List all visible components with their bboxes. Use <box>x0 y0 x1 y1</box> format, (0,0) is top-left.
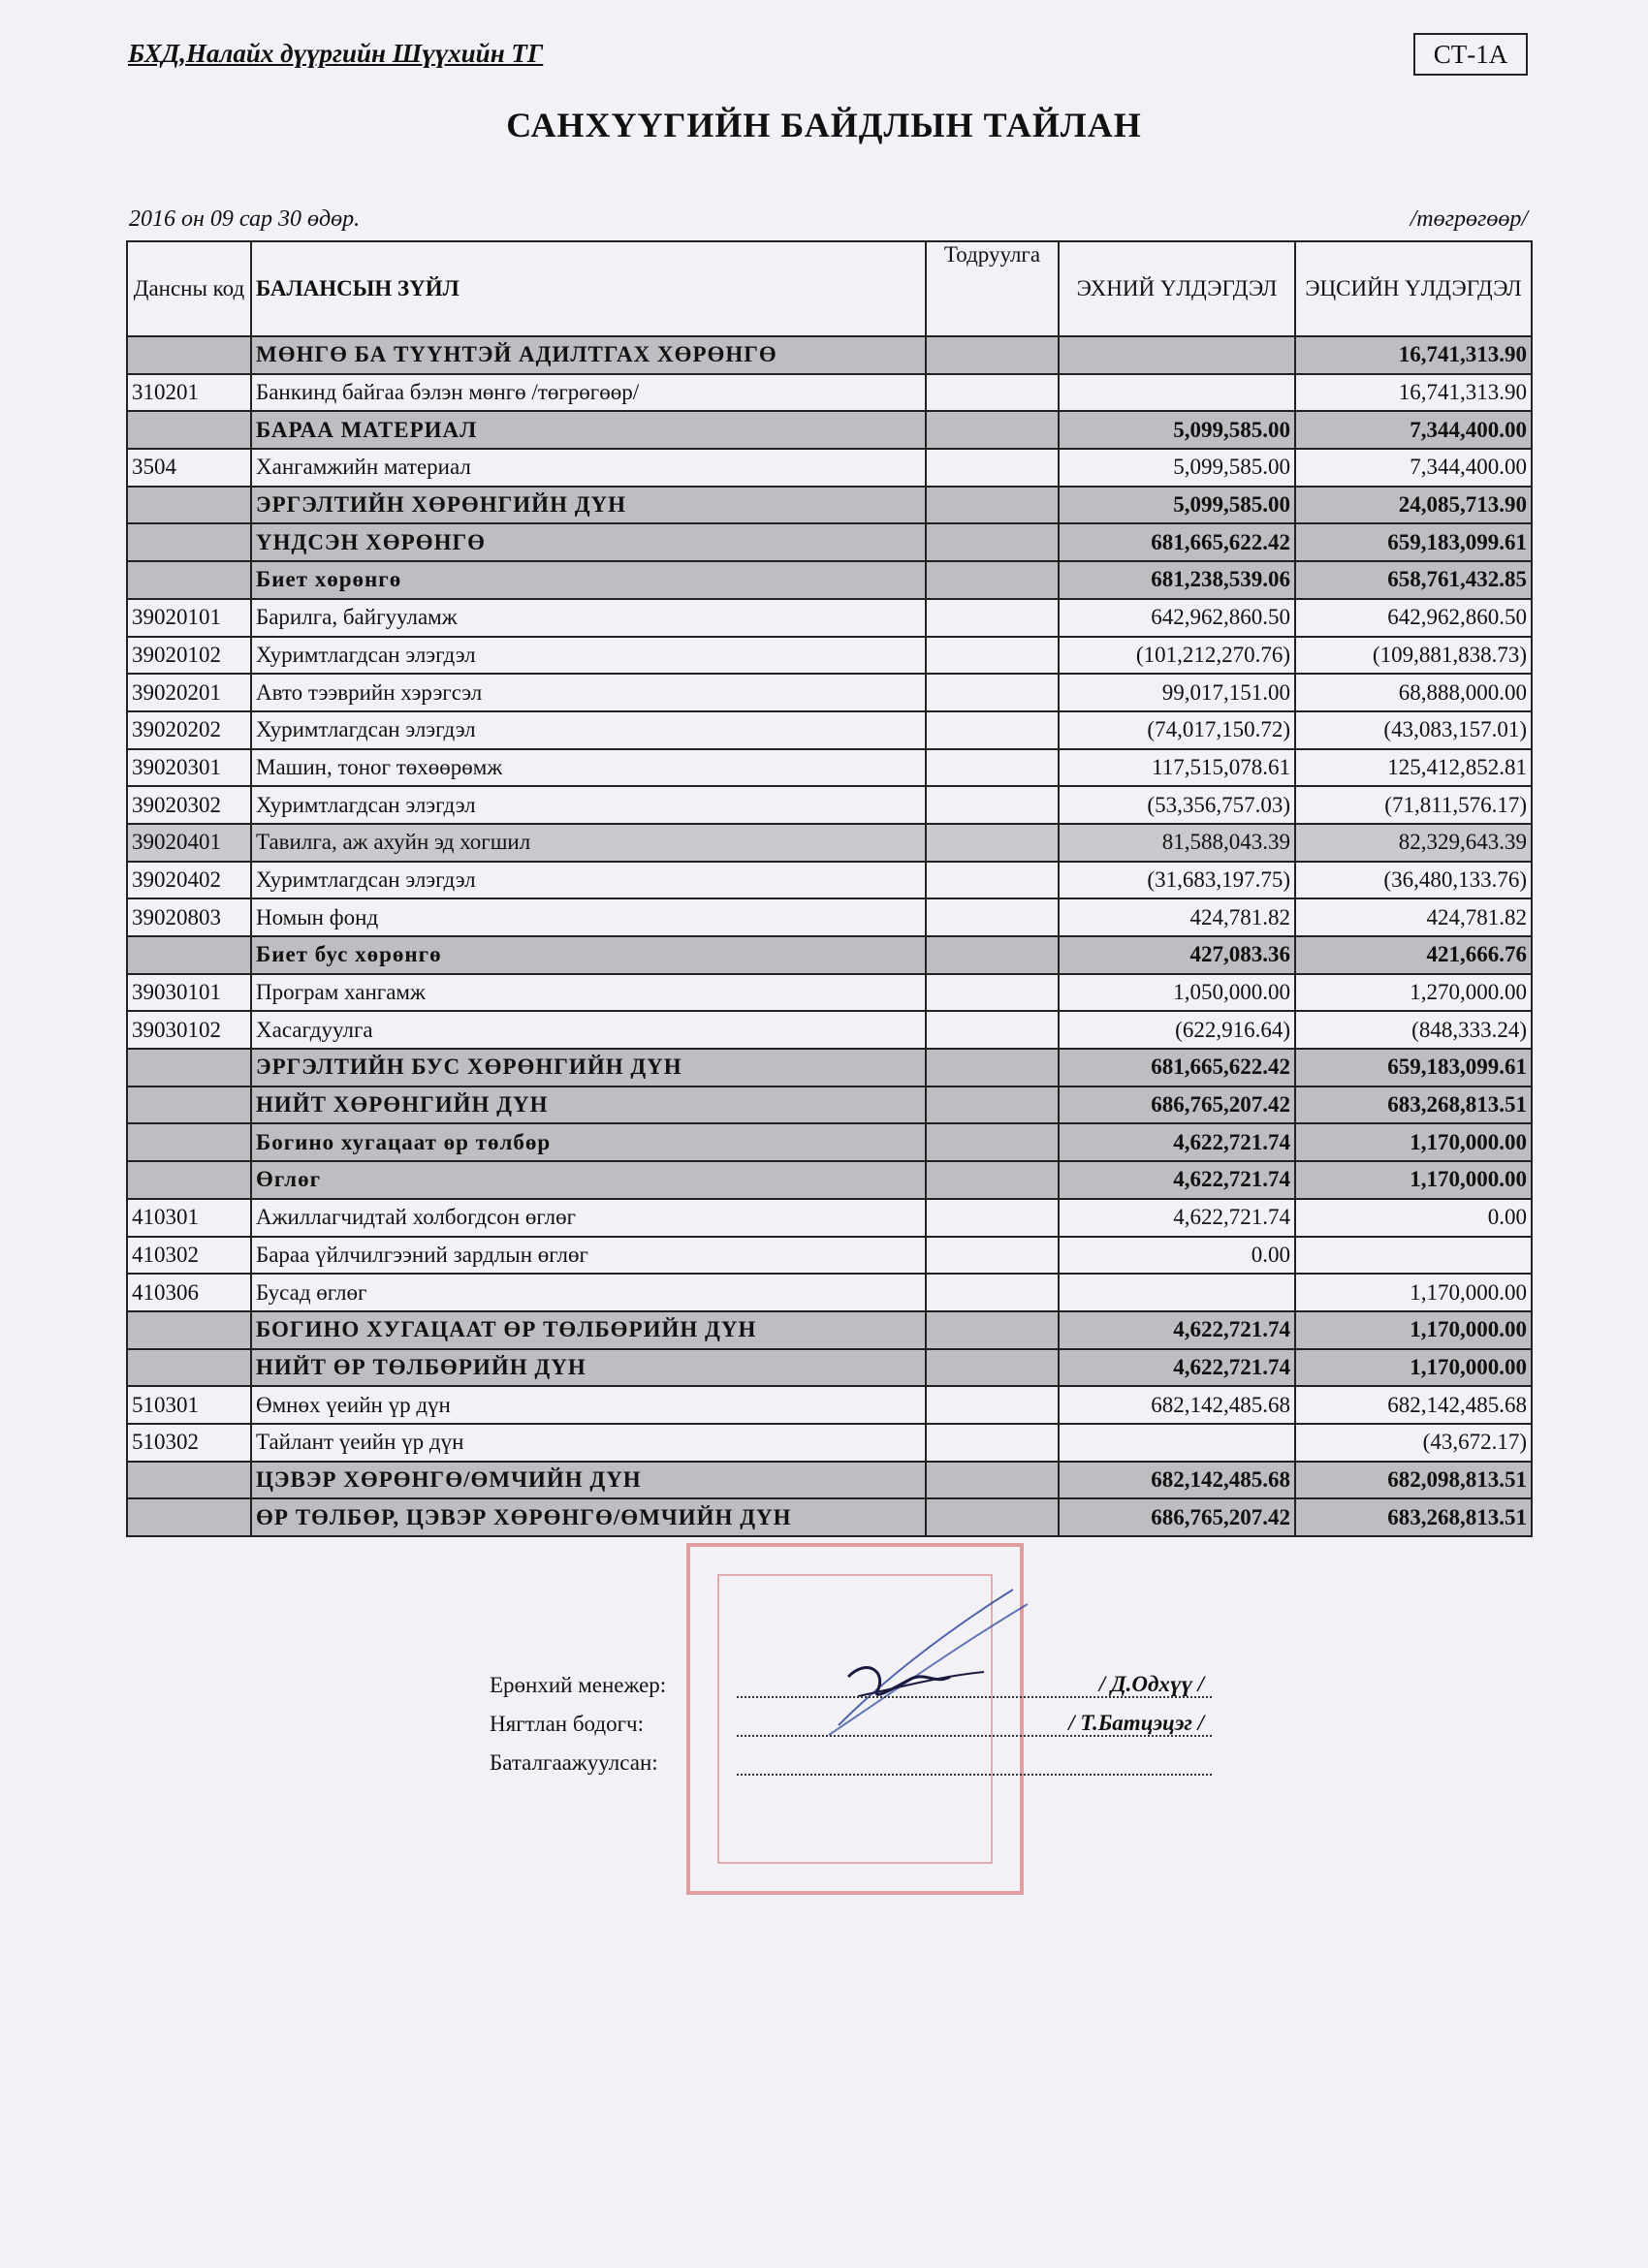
note-cell <box>926 1237 1059 1275</box>
table-body <box>127 336 1532 1536</box>
closing-balance-cell: 1,170,000.00 <box>1295 1123 1532 1161</box>
balance-item-cell: Хуримтлагдсан элэгдэл <box>251 862 926 899</box>
account-code-cell <box>127 487 251 524</box>
balance-item-cell: Номын фонд <box>251 898 926 936</box>
opening-balance-cell <box>1059 374 1295 412</box>
closing-balance-cell: 24,085,713.90 <box>1295 487 1532 524</box>
table-row <box>127 1274 1532 1311</box>
opening-balance-cell: 0.00 <box>1059 1237 1295 1275</box>
opening-balance-cell <box>1059 336 1295 374</box>
closing-balance-cell: 683,268,813.51 <box>1295 1087 1532 1124</box>
opening-balance-cell: 4,622,721.74 <box>1059 1161 1295 1199</box>
account-code-cell: 39020201 <box>127 674 251 711</box>
table-row <box>127 974 1532 1012</box>
closing-balance-cell: (43,672.17) <box>1295 1424 1532 1462</box>
note-cell <box>926 898 1059 936</box>
account-code-cell: 39030101 <box>127 974 251 1012</box>
account-code-cell: 3504 <box>127 449 251 487</box>
balance-item-cell: ӨР ТӨЛБӨР, ЦЭВЭР ХӨРӨНГӨ/ӨМЧИЙН ДҮН <box>251 1498 926 1536</box>
table-row <box>127 1049 1532 1087</box>
note-cell <box>926 674 1059 711</box>
signature-row-manager <box>490 1659 1212 1698</box>
opening-balance-cell: (31,683,197.75) <box>1059 862 1295 899</box>
balance-item-cell: Өмнөх үеийн үр дүн <box>251 1386 926 1424</box>
balance-item-cell: Тайлант үеийн үр дүн <box>251 1424 926 1462</box>
account-code-cell: 39030102 <box>127 1011 251 1049</box>
note-cell <box>926 1349 1059 1387</box>
opening-balance-cell: (101,212,270.76) <box>1059 637 1295 675</box>
header-closing-balance: ЭЦСИЙН ҮЛДЭГДЭЛ <box>1295 241 1532 336</box>
closing-balance-cell: 682,098,813.51 <box>1295 1462 1532 1499</box>
account-code-cell: 39020202 <box>127 711 251 749</box>
balance-item-cell: МӨНГӨ БА ТҮҮНТЭЙ АДИЛТГАХ ХӨРӨНГӨ <box>251 336 926 374</box>
note-cell <box>926 1049 1059 1087</box>
opening-balance-cell: 4,622,721.74 <box>1059 1199 1295 1237</box>
opening-balance-cell <box>1059 1274 1295 1311</box>
balance-item-cell: Биет хөрөнгө <box>251 561 926 599</box>
closing-balance-cell: (36,480,133.76) <box>1295 862 1532 899</box>
note-cell <box>926 749 1059 787</box>
balance-sheet-table <box>126 240 1533 1537</box>
account-code-cell: 39020301 <box>127 749 251 787</box>
opening-balance-cell: 642,962,860.50 <box>1059 599 1295 637</box>
table-row <box>127 898 1532 936</box>
closing-balance-cell: 658,761,432.85 <box>1295 561 1532 599</box>
opening-balance-cell: 5,099,585.00 <box>1059 487 1295 524</box>
note-cell <box>926 711 1059 749</box>
note-cell <box>926 1311 1059 1349</box>
closing-balance-cell: 7,344,400.00 <box>1295 449 1532 487</box>
closing-balance-cell: 7,344,400.00 <box>1295 411 1532 449</box>
table-row <box>127 786 1532 824</box>
account-code-cell <box>127 936 251 974</box>
note-cell <box>926 1199 1059 1237</box>
closing-balance-cell: 82,329,643.39 <box>1295 824 1532 862</box>
account-code-cell <box>127 336 251 374</box>
balance-item-cell: Бусад өглөг <box>251 1274 926 1311</box>
closing-balance-cell: 421,666.76 <box>1295 936 1532 974</box>
verified-signature-line <box>737 1748 1212 1776</box>
balance-item-cell: Хуримтлагдсан элэгдэл <box>251 637 926 675</box>
closing-balance-cell: 68,888,000.00 <box>1295 674 1532 711</box>
balance-item-cell: Ажиллагчидтай холбогдсон өглөг <box>251 1199 926 1237</box>
opening-balance-cell: (53,356,757.03) <box>1059 786 1295 824</box>
table-row <box>127 1087 1532 1124</box>
account-code-cell: 39020401 <box>127 824 251 862</box>
signature-row-accountant <box>490 1698 1212 1737</box>
opening-balance-cell: 4,622,721.74 <box>1059 1123 1295 1161</box>
opening-balance-cell: 682,142,485.68 <box>1059 1462 1295 1499</box>
note-cell <box>926 523 1059 561</box>
table-row <box>127 449 1532 487</box>
account-code-cell <box>127 1161 251 1199</box>
closing-balance-cell: (43,083,157.01) <box>1295 711 1532 749</box>
closing-balance-cell: 659,183,099.61 <box>1295 1049 1532 1087</box>
table-row <box>127 1161 1532 1199</box>
report-date: 2016 он 09 сар 30 өдөр. <box>129 206 361 232</box>
table-header-row <box>127 241 1532 336</box>
note-cell <box>926 487 1059 524</box>
balance-item-cell: Хуримтлагдсан элэгдэл <box>251 786 926 824</box>
accountant-name: / Т.Батцэцэг / <box>1068 1712 1212 1735</box>
opening-balance-cell: 681,665,622.42 <box>1059 1049 1295 1087</box>
organization-name: БХД,Налайх дүүргийн Шүүхийн ТГ <box>128 39 544 68</box>
header-balance-item: БАЛАНСЫН ЗҮЙЛ <box>251 241 926 336</box>
balance-item-cell: Банкинд байгаа бэлэн мөнгө /төгрөгөөр/ <box>251 374 926 412</box>
table-row <box>127 936 1532 974</box>
table-row <box>127 1386 1532 1424</box>
table-row <box>127 411 1532 449</box>
closing-balance-cell: 1,270,000.00 <box>1295 974 1532 1012</box>
note-cell <box>926 561 1059 599</box>
closing-balance-cell: 1,170,000.00 <box>1295 1349 1532 1387</box>
manager-name: / Д.Одхүү / <box>1099 1673 1212 1696</box>
balance-item-cell: Хуримтлагдсан элэгдэл <box>251 711 926 749</box>
accountant-label: Нягтлан бодогч: <box>490 1712 644 1736</box>
balance-item-cell: НИЙТ ХӨРӨНГИЙН ДҮН <box>251 1087 926 1124</box>
account-code-cell <box>127 523 251 561</box>
closing-balance-cell: 16,741,313.90 <box>1295 336 1532 374</box>
closing-balance-cell: 0.00 <box>1295 1199 1532 1237</box>
table-row <box>127 1011 1532 1049</box>
closing-balance-cell: 682,142,485.68 <box>1295 1386 1532 1424</box>
closing-balance-cell: (848,333.24) <box>1295 1011 1532 1049</box>
opening-balance-cell: 4,622,721.74 <box>1059 1311 1295 1349</box>
opening-balance-cell <box>1059 1424 1295 1462</box>
note-cell <box>926 1011 1059 1049</box>
note-cell <box>926 974 1059 1012</box>
account-code-cell <box>127 1349 251 1387</box>
closing-balance-cell: 125,412,852.81 <box>1295 749 1532 787</box>
balance-item-cell: Тавилга, аж ахуйн эд хогшил <box>251 824 926 862</box>
balance-item-cell: Барилга, байгууламж <box>251 599 926 637</box>
balance-item-cell: Өглөг <box>251 1161 926 1199</box>
account-code-cell <box>127 1462 251 1499</box>
note-cell <box>926 1386 1059 1424</box>
header-opening-balance: ЭХНИЙ ҮЛДЭГДЭЛ <box>1059 241 1295 336</box>
account-code-cell <box>127 561 251 599</box>
table-row <box>127 637 1532 675</box>
note-cell <box>926 449 1059 487</box>
closing-balance-cell: 1,170,000.00 <box>1295 1311 1532 1349</box>
account-code-cell <box>127 1049 251 1087</box>
table-row <box>127 1123 1532 1161</box>
note-cell <box>926 637 1059 675</box>
opening-balance-cell: 81,588,043.39 <box>1059 824 1295 862</box>
table-row <box>127 749 1532 787</box>
account-code-cell: 39020803 <box>127 898 251 936</box>
table-row <box>127 1311 1532 1349</box>
account-code-cell: 39020302 <box>127 786 251 824</box>
opening-balance-cell: 686,765,207.42 <box>1059 1087 1295 1124</box>
report-title: САНХҮҮГИЙН БАЙДЛЫН ТАЙЛАН <box>506 106 1142 144</box>
note-cell <box>926 1462 1059 1499</box>
opening-balance-cell: (622,916.64) <box>1059 1011 1295 1049</box>
account-code-cell: 39020402 <box>127 862 251 899</box>
closing-balance-cell: 1,170,000.00 <box>1295 1274 1532 1311</box>
note-cell <box>926 1424 1059 1462</box>
table-row <box>127 1462 1532 1499</box>
closing-balance-cell: 683,268,813.51 <box>1295 1498 1532 1536</box>
currency-unit: /төгрөгөөр/ <box>1410 206 1528 232</box>
account-code-cell: 39020102 <box>127 637 251 675</box>
balance-item-cell: БАРАА МАТЕРИАЛ <box>251 411 926 449</box>
closing-balance-cell: 659,183,099.61 <box>1295 523 1532 561</box>
account-code-cell: 39020101 <box>127 599 251 637</box>
verified-label: Баталгаажуулсан: <box>490 1750 658 1775</box>
closing-balance-cell: 424,781.82 <box>1295 898 1532 936</box>
balance-item-cell: ЭРГЭЛТИЙН ХӨРӨНГИЙН ДҮН <box>251 487 926 524</box>
note-cell <box>926 1161 1059 1199</box>
opening-balance-cell: 686,765,207.42 <box>1059 1498 1295 1536</box>
table-row <box>127 1199 1532 1237</box>
table-row <box>127 1237 1532 1275</box>
form-code-box: СТ-1А <box>1413 33 1528 76</box>
account-code-cell: 510301 <box>127 1386 251 1424</box>
closing-balance-cell: (109,881,838.73) <box>1295 637 1532 675</box>
header-account-code: Дансны код <box>127 241 251 336</box>
signature-block <box>490 1659 1212 1776</box>
balance-item-cell: Бараа үйлчилгээний зардлын өглөг <box>251 1237 926 1275</box>
table-row <box>127 561 1532 599</box>
table-row <box>127 1349 1532 1387</box>
opening-balance-cell: 681,238,539.06 <box>1059 561 1295 599</box>
balance-item-cell: Програм хангамж <box>251 974 926 1012</box>
opening-balance-cell: 5,099,585.00 <box>1059 449 1295 487</box>
opening-balance-cell: 117,515,078.61 <box>1059 749 1295 787</box>
opening-balance-cell: 1,050,000.00 <box>1059 974 1295 1012</box>
account-code-cell <box>127 1311 251 1349</box>
closing-balance-cell: 642,962,860.50 <box>1295 599 1532 637</box>
opening-balance-cell: 427,083.36 <box>1059 936 1295 974</box>
balance-item-cell: Машин, тоног төхөөрөмж <box>251 749 926 787</box>
note-cell <box>926 936 1059 974</box>
note-cell <box>926 862 1059 899</box>
balance-item-cell: ЭРГЭЛТИЙН БУС ХӨРӨНГИЙН ДҮН <box>251 1049 926 1087</box>
note-cell <box>926 1123 1059 1161</box>
table-row <box>127 824 1532 862</box>
account-code-cell: 510302 <box>127 1424 251 1462</box>
account-code-cell: 410301 <box>127 1199 251 1237</box>
opening-balance-cell: 424,781.82 <box>1059 898 1295 936</box>
note-cell <box>926 374 1059 412</box>
opening-balance-cell: 99,017,151.00 <box>1059 674 1295 711</box>
note-cell <box>926 786 1059 824</box>
opening-balance-cell: 5,099,585.00 <box>1059 411 1295 449</box>
account-code-cell <box>127 1087 251 1124</box>
account-code-cell: 310201 <box>127 374 251 412</box>
note-cell <box>926 411 1059 449</box>
note-cell <box>926 1087 1059 1124</box>
balance-item-cell: Авто тээврийн хэрэгсэл <box>251 674 926 711</box>
manager-label: Ерөнхий менежер: <box>490 1673 667 1697</box>
table-row <box>127 1424 1532 1462</box>
table-row <box>127 487 1532 524</box>
opening-balance-cell: 681,665,622.42 <box>1059 523 1295 561</box>
balance-item-cell: Биет бус хөрөнгө <box>251 936 926 974</box>
note-cell <box>926 1274 1059 1311</box>
closing-balance-cell: (71,811,576.17) <box>1295 786 1532 824</box>
balance-item-cell: НИЙТ ӨР ТӨЛБӨРИЙН ДҮН <box>251 1349 926 1387</box>
balance-item-cell: ҮНДСЭН ХӨРӨНГӨ <box>251 523 926 561</box>
account-code-cell: 410306 <box>127 1274 251 1311</box>
opening-balance-cell: 4,622,721.74 <box>1059 1349 1295 1387</box>
note-cell <box>926 824 1059 862</box>
table-row <box>127 523 1532 561</box>
closing-balance-cell <box>1295 1237 1532 1275</box>
table-row <box>127 711 1532 749</box>
table-row <box>127 862 1532 899</box>
table-row <box>127 1498 1532 1536</box>
signature-row-verified <box>490 1737 1212 1776</box>
balance-item-cell: Богино хугацаат өр төлбөр <box>251 1123 926 1161</box>
table-row <box>127 374 1532 412</box>
closing-balance-cell: 16,741,313.90 <box>1295 374 1532 412</box>
note-cell <box>926 336 1059 374</box>
account-code-cell: 410302 <box>127 1237 251 1275</box>
balance-item-cell: Хасагдуулга <box>251 1011 926 1049</box>
opening-balance-cell: 682,142,485.68 <box>1059 1386 1295 1424</box>
note-cell <box>926 599 1059 637</box>
balance-item-cell: ЦЭВЭР ХӨРӨНГӨ/ӨМЧИЙН ДҮН <box>251 1462 926 1499</box>
header-note: Тодруулга <box>926 241 1059 336</box>
account-code-cell <box>127 1498 251 1536</box>
table-row <box>127 674 1532 711</box>
manager-signature-line <box>737 1671 1212 1698</box>
note-cell <box>926 1498 1059 1536</box>
account-code-cell <box>127 411 251 449</box>
table-row <box>127 599 1532 637</box>
balance-item-cell: Хангамжийн материал <box>251 449 926 487</box>
accountant-signature-line <box>737 1710 1212 1737</box>
account-code-cell <box>127 1123 251 1161</box>
balance-item-cell: БОГИНО ХУГАЦААТ ӨР ТӨЛБӨРИЙН ДҮН <box>251 1311 926 1349</box>
table-row <box>127 336 1532 374</box>
opening-balance-cell: (74,017,150.72) <box>1059 711 1295 749</box>
closing-balance-cell: 1,170,000.00 <box>1295 1161 1532 1199</box>
